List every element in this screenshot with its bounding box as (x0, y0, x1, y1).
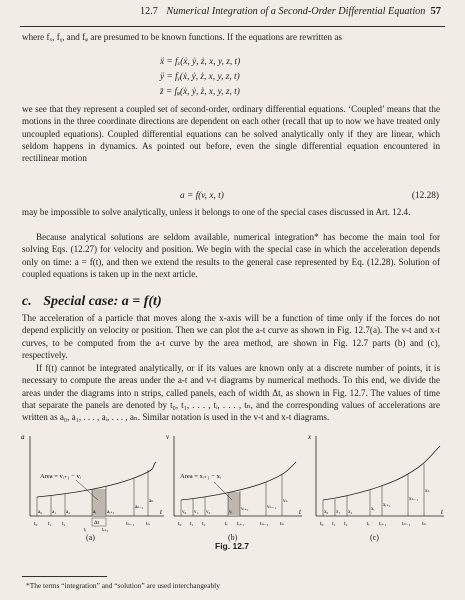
section-number: 12.7 (140, 6, 158, 17)
after-equation-paragraph: may be impossible to solve analytically, unless it belongs to one of the special cases discussed in Art. 12.4. (22, 207, 411, 217)
v-strip-label-1: v₁ (194, 510, 199, 515)
v-strip-label-4: vᵢ₊₁ (241, 507, 249, 512)
x-strip-label-1: x₁ (336, 510, 341, 515)
a-ti1-tick: tᵢ₊₁ (102, 528, 109, 532)
x-strip-label-3: xᵢ (371, 507, 375, 512)
v-tick-n: tₙ (280, 521, 284, 527)
analytical-paragraph: Because analytical solutions are seldom available, numerical integration* has become the main tool for solving Eqs. (12.27) for velocity and position. We begin with the special case in which the acceleration depends only on time: a = f(t), and then we extend the results to the general case represented by Eq. (12.28). Solution of coupled equations is taken up in the next article. (22, 232, 440, 279)
page-number: 57 (430, 6, 441, 17)
v-area-label: Area = xᵢ₊₁ − xᵢ (180, 473, 221, 480)
x-tick-i1: tᵢ₊₁ (379, 521, 387, 527)
v-tick-0: t₀ (178, 521, 182, 527)
a-tick-0: t₀ (34, 521, 38, 527)
running-head (140, 6, 430, 17)
v-x-axis-label: t (299, 508, 301, 516)
equation-number: (12.28) (411, 191, 439, 201)
section-title: Special case: a = f(t) (43, 294, 162, 309)
section-heading (22, 294, 162, 310)
v-tick-1: t₁ (190, 521, 194, 527)
x-tick-i: tᵢ (367, 521, 370, 527)
header-rule (20, 26, 445, 27)
a-strip-label-2: a₂ (66, 510, 70, 515)
a-strip-label-3: aᵢ (93, 510, 97, 515)
a-tick-n: tₙ (146, 521, 150, 527)
x-t-diagram (308, 430, 448, 532)
a-ti-tick: tᵢ (84, 528, 87, 532)
v-strip-label-0: v₀ (182, 510, 187, 515)
x-strip-label-2: x₂ (348, 510, 353, 515)
figure-panel-c (308, 430, 448, 537)
panels-paragraph: If f(t) cannot be integrated analytically, or if its values are known only at a discrete number of points, it is necessary to compute the areas under the a-t and v-t diagrams by numerical methods. To this end, we divide the areas under the diagrams into n strips, called panels, each of width Δt, as shown in Fig. 12.7. The values of time that separate the panels are denoted by t₀, t₁, . . . , tᵢ, . . . , tₙ, and the corresponding values of accelerations are written as a₀, a₁, . . . , aᵢ, . . . , aₙ. Similar notation is used in the v-t and x-t diagrams. (22, 363, 440, 423)
x-strip-label-5: xₙ₋₁ (409, 497, 419, 502)
a-axis-label: a (21, 433, 25, 441)
v-tick-2: t₂ (202, 521, 206, 527)
equation-z: z̈ = fᵩ(ẋ, ẏ, ż, x, y, z, t) (160, 87, 240, 97)
x-tick-2: t₂ (344, 521, 348, 527)
a-t-diagram (18, 430, 168, 532)
equation-motion: a = f(v, x, t) (180, 191, 224, 201)
x-tick-n-1: tₙ₋₁ (402, 521, 411, 527)
section-label: c. (22, 294, 32, 309)
a-tick-2: t₂ (62, 521, 66, 527)
figure-panel-b (166, 430, 306, 537)
v-tick-i: tᵢ (225, 521, 228, 527)
v-strip-label-2: v₂ (206, 510, 211, 515)
x-x-axis-label: t (441, 508, 443, 516)
figure-caption: Fig. 12.7 (215, 541, 250, 551)
special-case-paragraph: The acceleration of a particle that moves along the x-axis will be a function of time only if the forces do not depend explicitly on velocity or position. Then we can plot the a-t curve as shown in Fig. 12.7(a). The v-t and x-t curves, to be computed from the a-t curve by the area method, are shown in Fig. 12.7 parts (b) and (c), respectively. (22, 313, 440, 360)
a-tick-n-1: tₙ₋₁ (126, 521, 135, 527)
v-strip-label-3: vᵢ (229, 510, 233, 515)
sublabel-c: (c) (370, 533, 379, 542)
v-tick-i1: tᵢ₊₁ (237, 521, 245, 527)
x-strip-label-0: x₀ (324, 510, 329, 515)
a-strip-label-1: a₁ (52, 510, 56, 515)
a-delta-t: Δt (94, 520, 100, 526)
a-x-axis-label: t (160, 508, 162, 516)
v-strip-label-6: vₙ (283, 499, 288, 504)
sublabel-a: (a) (86, 533, 95, 542)
chapter-title: Numerical Integration of a Second-Order Differential Equation (166, 6, 426, 17)
a-strip-label-4: aᵢ₊₁ (107, 510, 115, 515)
x-axis-label: x (308, 433, 312, 441)
coupled-paragraph: we see that they represent a coupled set of second-order, ordinary differential equations. ‘Coupled’ means that the motions in the three coordinate directions are dependent on each other (recall that up to now we have treated only uncoupled equations). Coupled differential equations can be solved analytically only if they are linear, which seldom happens in dynamics. As pointed out before, even the single differential equation encountered in rectilinear motion (22, 104, 440, 164)
a-tick-1: t₁ (48, 521, 52, 527)
figure-panel-a (18, 430, 168, 537)
footnote-rule (22, 576, 107, 577)
equation-y: ÿ = fᵧ(ẋ, ẏ, ż, x, y, z, t) (160, 72, 240, 82)
x-tick-0: t₀ (320, 521, 324, 527)
x-tick-n: tₙ (422, 521, 426, 527)
v-tick-n-1: tₙ₋₁ (260, 521, 269, 527)
footnote: *The terms “integration” and “solution” are used interchangeably (26, 581, 220, 590)
a-strip-label-6: aₙ (149, 499, 154, 504)
x-tick-1: t₁ (332, 521, 336, 527)
x-strip-label-6: xₙ (425, 489, 430, 494)
v-strip-label-5: vₙ₋₁ (267, 505, 277, 510)
v-t-diagram (166, 430, 306, 532)
equation-x: ẍ = fₓ(ẋ, ẏ, ż, x, y, z, t) (160, 57, 241, 67)
x-strip-label-4: xᵢ₊₁ (383, 503, 391, 508)
a-strip-label-5: aₙ₋₁ (135, 505, 144, 510)
sublabel-b: (b) (228, 533, 238, 542)
v-axis-label: v (166, 433, 170, 441)
a-strip-label-0: a₀ (38, 510, 42, 515)
a-area-label: Area = vᵢ₊₁ − vᵢ (40, 473, 81, 480)
intro-paragraph: where fₓ, fᵧ, and fᵩ are presumed to be known functions. If the equations are rewritten as (22, 32, 342, 42)
